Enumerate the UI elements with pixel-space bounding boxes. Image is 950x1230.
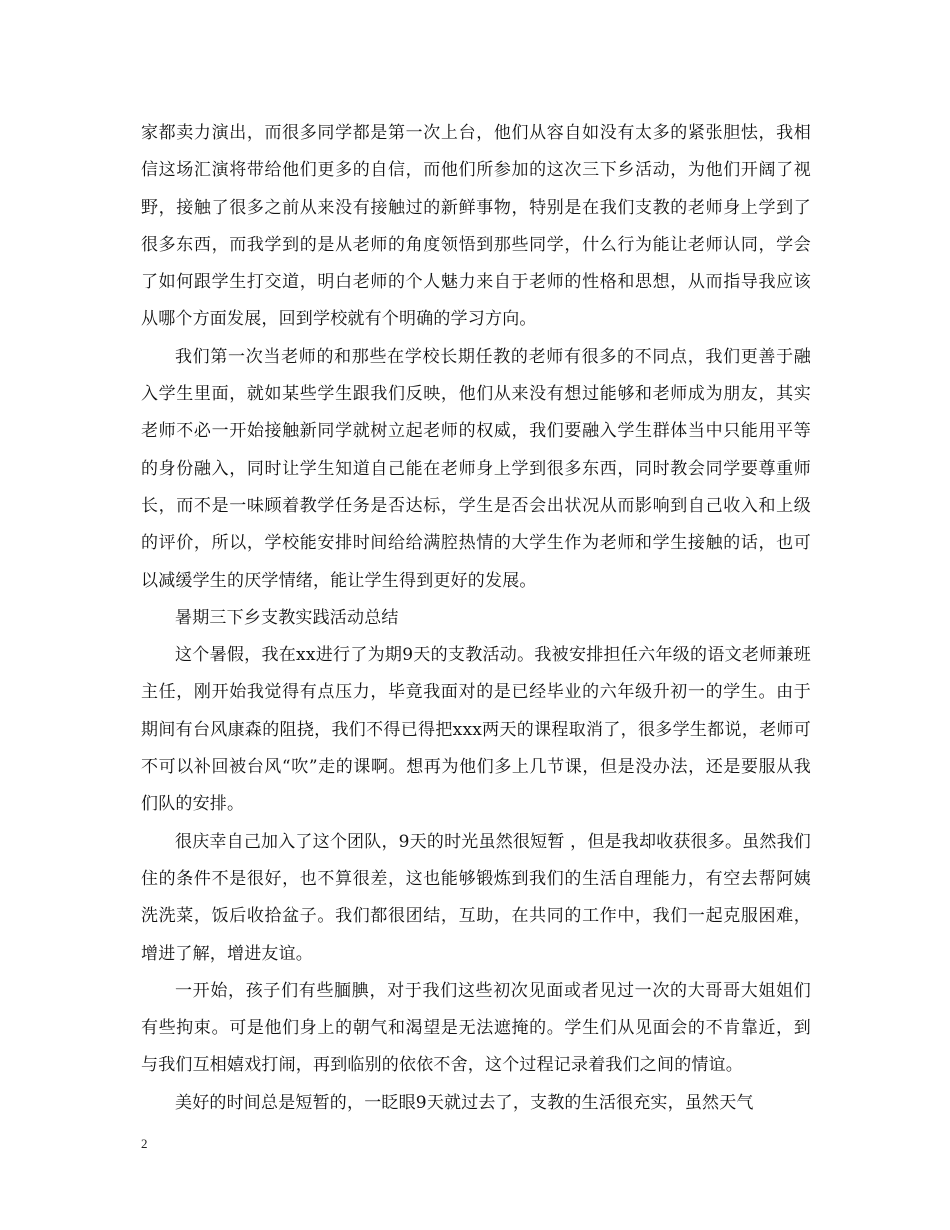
page-number: 2 <box>141 1136 148 1151</box>
paragraph: 我们第一次当老师的和那些在学校长期任教的老师有很多的不同点，我们更善于融入学生里面，就如某些学生跟我们反映，他们从来没有想过能够和老师成为朋友，其实老师不必一开始接触新同学就树立起老师的权威，我们要融入学生群体当中只能用平等的身份融入，同时让学生知道自己能在老师身上学到很多东西，同时教会同学要尊重师长，而不是一味顾着教学任务是否达标，学生是否会出状况从而影响到自己收入和上级的评价，所以，学校能安排时间给给满腔热情的大学生作为老师和学生接触的话，也可以减缓学生的厌学情绪，能让学生得到更好的发展。 <box>141 346 811 591</box>
paragraph-continued: 家都卖力演出，而很多同学都是第一次上台，他们从容自如没有太多的紧张胆怯，我相信这场汇演将带给他们更多的自信，而他们所参加的这次三下乡活动，为他们开阔了视野，接触了很多之前从来没有接触过的新鲜事物，特别是在我们支教的老师身上学到了很多东西，而我学到的是从老师的角度领悟到那些同学，什么行为能让老师认同，学会了如何跟学生打交道，明白老师的个人魅力来自于老师的性格和思想，从而指导我应该从哪个方面发展，回到学校就有个明确的学习方向。 <box>141 123 811 330</box>
paragraph: 这个暑假，我在xx进行了为期9天的支教活动。我被安排担任六年级的语文老师兼班主任，刚开始我觉得有点压力，毕竟我面对的是已经毕业的六年级升初一的学生。由于期间有台风康森的阻挠，我们不得已得把xxx两天的课程取消了，很多学生都说，老师可不可以补回被台风“吹”走的课啊。想再为他们多上几节课，但是没办法，还是要服从我们队的安排。 <box>141 645 811 815</box>
paragraph: 一开始，孩子们有些腼腆，对于我们这些初次见面或者见过一次的大哥哥大姐姐们有些拘束。可是他们身上的朝气和渴望是无法遮掩的。学生们从见面会的不肯靠近，到与我们互相嬉戏打闹，再到临别的依依不舍，这个过程记录着我们之间的情谊。 <box>141 980 811 1076</box>
paragraph: 很庆幸自己加入了这个团队，9天的时光虽然很短暂 ，但是我却收获很多。虽然我们住的条件不是很好，也不算很差，这也能够锻炼到我们的生活自理能力，有空去帮阿姨洗洗菜，饭后收拾盆子。我们都很团结，互助，在共同的工作中，我们一起克服困难，增进了解，增进友谊。 <box>141 831 811 964</box>
paragraph-truncated: 美好的时间总是短暂的，一眨眼9天就过去了，支教的生活很充实，虽然天气 <box>175 1092 754 1113</box>
section-heading: 暑期三下乡支教实践活动总结 <box>175 607 399 628</box>
body-text <box>141 115 811 1122</box>
